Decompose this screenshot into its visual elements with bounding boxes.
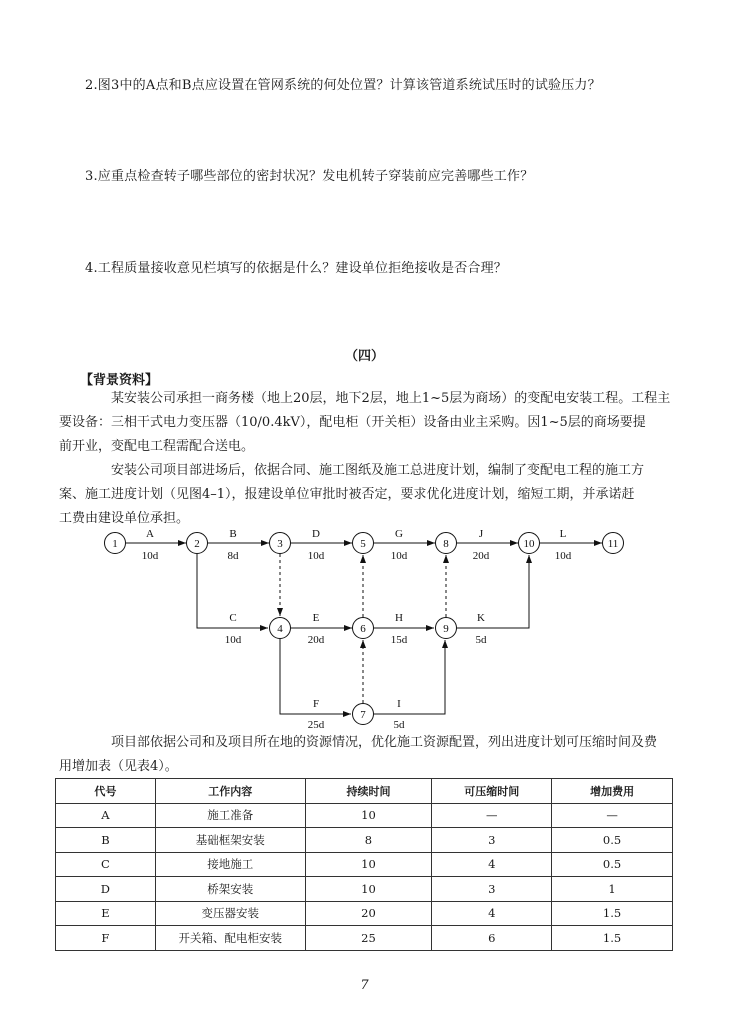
network-diagram — [100, 525, 640, 730]
paragraph-project-intro — [59, 387, 675, 459]
table-cell: 8 — [305, 828, 432, 853]
activity-duration: 10d — [141, 550, 159, 562]
node-7 — [353, 704, 374, 725]
paragraph-line: 某安装公司承担一商务楼（地上20层，地下2层，地上1~5层为商场）的变配电安装工程。工程主 — [111, 391, 671, 406]
column-header: 代号 — [56, 779, 156, 804]
activity-label: L — [559, 528, 567, 540]
table-cell: 1 — [552, 877, 673, 902]
table-cell: 1.5 — [552, 901, 673, 926]
table-row — [56, 901, 673, 926]
activity-label: G — [395, 528, 403, 540]
background-heading: 【背景资料】 — [80, 373, 159, 388]
activity-label: B — [229, 528, 237, 540]
svg-text:11: 11 — [607, 538, 619, 550]
question-2: 2.图3中的A点和B点应设置在管网系统的何处位置？计算该管道系统试压时的试验压力？ — [85, 78, 601, 93]
svg-text:7: 7 — [360, 709, 366, 721]
table-row — [56, 828, 673, 853]
paragraph-line: 项目部依据公司和及项目所在地的资源情况，优化施工资源配置，列出进度计划可压缩时间及费 — [111, 735, 658, 750]
compression-table — [55, 778, 673, 951]
activity-label: E — [312, 612, 320, 624]
node-2 — [187, 533, 208, 554]
node-3 — [270, 533, 291, 554]
paragraph-line: 工费由建设单位承担。 — [59, 511, 190, 526]
table-cell: 4 — [432, 901, 552, 926]
table-cell: 10 — [305, 803, 432, 828]
node-1 — [105, 533, 126, 554]
svg-text:8: 8 — [443, 538, 449, 550]
column-header: 工作内容 — [155, 779, 305, 804]
table-cell: 10 — [305, 877, 432, 902]
node-5 — [353, 533, 374, 554]
activity-label: F — [312, 698, 320, 710]
paragraph-optimization — [59, 731, 675, 779]
table-row — [56, 926, 673, 951]
svg-text:10: 10 — [523, 538, 535, 550]
table-cell: 20 — [305, 901, 432, 926]
activity-label: D — [312, 528, 320, 540]
table-cell: 变压器安装 — [155, 901, 305, 926]
activity-duration: 5d — [475, 634, 487, 646]
svg-text:4: 4 — [277, 623, 283, 635]
table-cell: 施工准备 — [155, 803, 305, 828]
table-cell: C — [56, 852, 156, 877]
svg-text:6: 6 — [360, 623, 366, 635]
activity-label: I — [397, 698, 401, 710]
paragraph-line: 安装公司项目部进场后，依据合同、施工图纸及施工总进度计划，编制了变配电工程的施工方 — [111, 463, 645, 478]
table-cell: — — [432, 803, 552, 828]
activity-label: H — [395, 612, 403, 624]
table-cell: 开关箱、配电柜安装 — [155, 926, 305, 951]
column-header: 持续时间 — [305, 779, 432, 804]
table-cell: 3 — [432, 828, 552, 853]
column-header: 增加费用 — [552, 779, 673, 804]
svg-text:2: 2 — [194, 538, 200, 550]
table-cell: 1.5 — [552, 926, 673, 951]
table-cell: 桥架安装 — [155, 877, 305, 902]
arrow-K — [457, 555, 529, 628]
table-cell: D — [56, 877, 156, 902]
activity-duration: 10d — [224, 634, 242, 646]
table-cell: 基础框架安装 — [155, 828, 305, 853]
question-4: 4.工程质量接收意见栏填写的依据是什么？建设单位拒绝接收是否合理？ — [85, 261, 508, 276]
activity-duration: 20d — [472, 550, 490, 562]
activity-duration: 20d — [307, 634, 325, 646]
svg-text:5: 5 — [360, 538, 366, 550]
table-cell: 3 — [432, 877, 552, 902]
table-cell: 10 — [305, 852, 432, 877]
paragraph-line: 案、施工进度计划（见图4–1），报建设单位审批时被否定，要求优化进度计划，缩短工期，并承诺赶 — [59, 487, 635, 502]
table-cell: 0.5 — [552, 828, 673, 853]
activity-duration: 15d — [390, 634, 408, 646]
activity-duration: 10d — [307, 550, 325, 562]
node-10 — [519, 533, 540, 554]
table-cell: E — [56, 901, 156, 926]
table-cell: 4 — [432, 852, 552, 877]
table-row — [56, 803, 673, 828]
activity-label: K — [477, 612, 485, 624]
node-4 — [270, 618, 291, 639]
table-row — [56, 852, 673, 877]
svg-text:9: 9 — [443, 623, 449, 635]
arrow-I — [374, 640, 445, 714]
activity-duration: 8d — [227, 550, 239, 562]
table-cell: A — [56, 803, 156, 828]
activity-duration: 10d — [554, 550, 572, 562]
activity-duration: 25d — [307, 719, 325, 730]
activity-duration: 10d — [390, 550, 408, 562]
node-8 — [436, 533, 457, 554]
table-cell: 接地施工 — [155, 852, 305, 877]
table-cell: F — [56, 926, 156, 951]
activity-label: J — [478, 528, 484, 540]
node-6 — [353, 618, 374, 639]
svg-text:1: 1 — [112, 538, 118, 550]
paragraph-line: 前开业，变配电工程需配合送电。 — [59, 439, 255, 454]
question-3: 3.应重点检查转子哪些部位的密封状况？发电机转子穿装前应完善哪些工作？ — [85, 169, 534, 184]
activity-label: C — [229, 612, 237, 624]
activity-duration: 5d — [393, 719, 405, 730]
table-cell: B — [56, 828, 156, 853]
paragraph-schedule — [59, 459, 675, 531]
table-cell: 6 — [432, 926, 552, 951]
column-header: 可压缩时间 — [432, 779, 552, 804]
section-title: （四） — [344, 349, 384, 364]
table-header-row — [56, 779, 673, 804]
activity-label: A — [146, 528, 154, 540]
table-cell: 0.5 — [552, 852, 673, 877]
svg-text:3: 3 — [277, 538, 283, 550]
table-cell: 25 — [305, 926, 432, 951]
paragraph-line: 用增加表（见表4）。 — [59, 759, 178, 774]
table-row — [56, 877, 673, 902]
node-11 — [603, 533, 624, 554]
page-number: 7 — [360, 978, 369, 993]
node-9 — [436, 618, 457, 639]
paragraph-line: 要设备：三相干式电力变压器（10/0.4kV），配电柜（开关柜）设备由业主采购。因1~5层的商场要提 — [59, 415, 646, 430]
table-cell: — — [552, 803, 673, 828]
